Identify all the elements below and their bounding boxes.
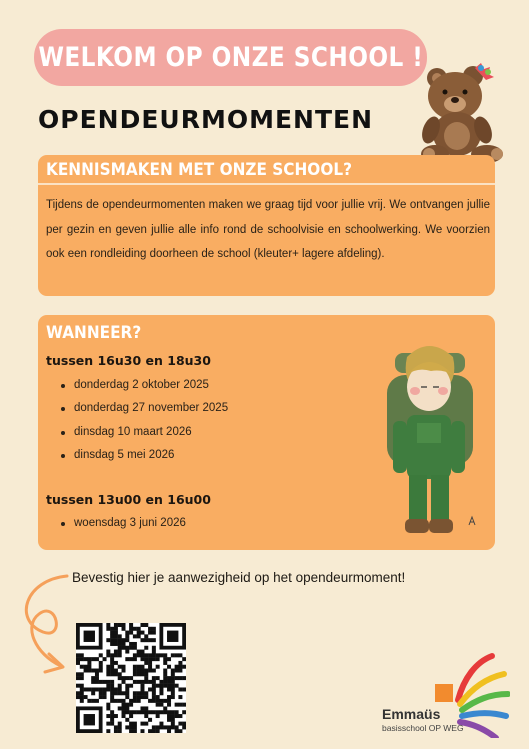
qr-finder-pattern	[84, 714, 95, 725]
arrow-icon	[15, 570, 80, 680]
title-banner	[34, 29, 427, 86]
when-heading: WANNEER?	[46, 323, 142, 343]
qr-finder-pattern	[167, 631, 178, 642]
intro-text: Tijdens de opendeurmomenten maken we graag tijd voor jullie vrij. We ontvangen jullie per gezin en geven jullie alle info rond de schoolvisie en schoolwerking. We voorzien ook een rondleiding doorheen de school (kleuter+ lagere afdeling).	[46, 199, 490, 260]
qr-finder-pattern	[84, 631, 95, 642]
section-title: OPENDEURMOMENTEN	[38, 105, 374, 134]
logo-name: Emmaüs	[382, 706, 441, 722]
teddy-bear-illustration	[415, 62, 513, 164]
date-item: dinsdag 10 maart 2026	[60, 421, 228, 444]
time-slot-label: tussen 16u30 en 18u30	[46, 353, 211, 368]
intro-heading: KENNISMAKEN MET ONZE SCHOOL?	[46, 160, 352, 180]
date-list	[60, 512, 186, 535]
heading-divider	[38, 183, 495, 185]
date-list	[60, 374, 228, 467]
time-slot-label: tussen 13u00 en 16u00	[46, 492, 211, 507]
confirm-text: Bevestig hier je aanwezigheid op het opendeurmoment!	[72, 570, 406, 585]
page-title: WELKOM OP ONZE SCHOOL !	[38, 42, 423, 73]
qr-code[interactable]	[76, 623, 186, 733]
date-item: donderdag 27 november 2025	[60, 397, 228, 420]
date-item: woensdag 3 juni 2026	[60, 512, 186, 535]
when-card	[38, 315, 495, 550]
child-backpack-illustration	[373, 335, 485, 540]
logo-subtitle: basisschool OP WEG	[382, 723, 464, 733]
date-item: donderdag 2 oktober 2025	[60, 374, 228, 397]
intro-card	[38, 155, 495, 296]
date-item: dinsdag 5 mei 2026	[60, 444, 228, 467]
